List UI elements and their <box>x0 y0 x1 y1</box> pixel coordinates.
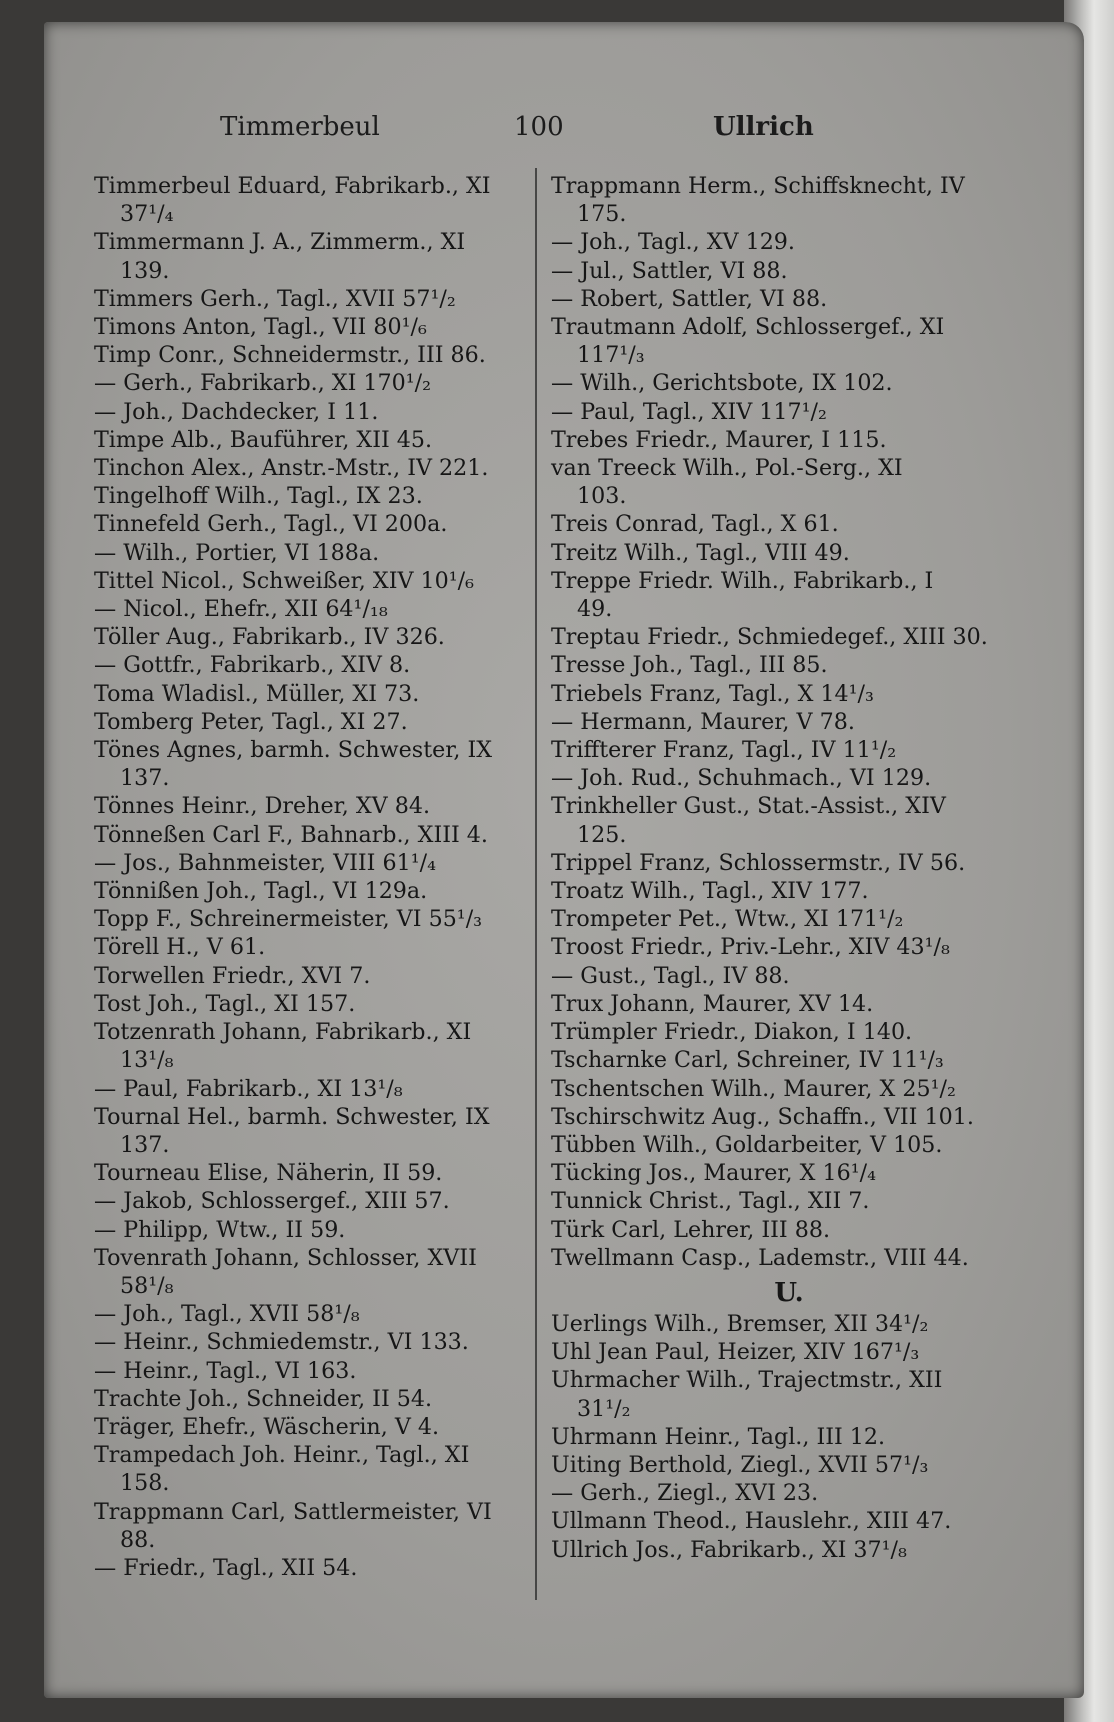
directory-entry <box>94 595 530 623</box>
directory-entry <box>94 905 530 933</box>
directory-entry <box>551 1507 987 1535</box>
entry-text: Trampedach Joh. Heinr., Tagl., XI <box>94 1442 470 1469</box>
entry-text: — Jos., Bahnmeister, VIII 61¹/₄ <box>94 849 436 876</box>
entry-text: Tunnick Christ., Tagl., XII 7. <box>551 1188 870 1215</box>
entry-text: Timpe Alb., Bauführer, XII 45. <box>94 426 433 453</box>
directory-entry <box>551 1131 987 1159</box>
directory-entry <box>551 567 987 623</box>
entry-text: Timp Conr., Schneidermstr., III 86. <box>94 342 486 369</box>
directory-entry <box>94 849 530 877</box>
entry-text: Tönnes Heinr., Dreher, XV 84. <box>94 793 431 820</box>
directory-entry <box>94 962 530 990</box>
directory-entry <box>94 877 530 905</box>
page-number: 100 <box>514 112 564 142</box>
directory-entry <box>94 1300 530 1328</box>
entry-text: — Gottfr., Fabrikarb., XIV 8. <box>94 652 411 679</box>
directory-entry <box>551 1366 987 1422</box>
entry-text: Träger, Ehefr., Wäscherin, V 4. <box>94 1413 440 1440</box>
entry-text: Ullmann Theod., Hauslehr., XIII 47. <box>551 1508 952 1535</box>
entry-text: Tücking Jos., Maurer, X 16¹/₄ <box>551 1160 876 1187</box>
entry-text: Törell H., V 61. <box>94 934 266 961</box>
entry-text: — Joh., Tagl., XV 129. <box>551 229 795 256</box>
directory-entry <box>551 1046 987 1074</box>
entry-continuation: 137. <box>120 1131 170 1158</box>
entry-text: Tournal Hel., barmh. Schwester, IX <box>94 1103 490 1130</box>
entry-text: — Nicol., Ehefr., XII 64¹/₁₈ <box>94 596 388 623</box>
entry-text: Tönes Agnes, barmh. Schwester, IX <box>94 737 493 764</box>
entry-text: Timmerbeul Eduard, Fabrikarb., XI <box>94 173 491 199</box>
entry-text: — Philipp, Wtw., II 59. <box>94 1216 346 1243</box>
column-divider <box>535 168 537 1600</box>
entry-text: Troost Friedr., Priv.-Lehr., XIV 43¹/₈ <box>551 934 950 961</box>
directory-entry <box>551 426 987 454</box>
directory-entry <box>94 285 530 313</box>
entry-text: Türk Carl, Lehrer, III 88. <box>551 1216 830 1243</box>
entry-text: Timmers Gerh., Tagl., XVII 57¹/₂ <box>94 285 456 312</box>
directory-entry <box>94 313 530 341</box>
entry-text: — Jul., Sattler, VI 88. <box>551 257 788 284</box>
entry-text: Tinchon Alex., Anstr.-Mstr., IV 221. <box>94 455 489 482</box>
entry-text: — Wilh., Gerichtsbote, IX 102. <box>551 370 893 397</box>
directory-entry <box>551 962 987 990</box>
entry-text: Tinnefeld Gerh., Tagl., VI 200a. <box>94 511 448 538</box>
entry-text: Trappmann Herm., Schiffsknecht, IV <box>551 173 965 199</box>
header-left-keyword: Timmerbeul <box>220 112 380 142</box>
directory-entry <box>551 1338 987 1366</box>
entry-text: — Joh. Rud., Schuhmach., VI 129. <box>551 765 932 792</box>
directory-entry <box>551 285 987 313</box>
entry-text: Troatz Wilh., Tagl., XIV 177. <box>551 878 869 905</box>
entry-continuation: 158. <box>120 1470 170 1497</box>
directory-entry <box>94 1159 530 1187</box>
entry-text: Timmermann J. A., Zimmerm., XI <box>94 229 466 256</box>
directory-entry <box>551 257 987 285</box>
directory-entry <box>551 708 987 736</box>
directory-entry <box>551 1451 987 1479</box>
directory-entry <box>94 482 530 510</box>
entry-text: Triffterer Franz, Tagl., IV 11¹/₂ <box>551 737 897 764</box>
entry-continuation: 137. <box>120 765 170 792</box>
entry-text: Trautmann Adolf, Schlossergef., XI <box>551 314 945 341</box>
directory-entry <box>551 1216 987 1244</box>
entry-text: Tittel Nicol., Schweißer, XIV 10¹/₆ <box>94 567 475 594</box>
directory-entry <box>551 905 987 933</box>
directory-entry <box>94 341 530 369</box>
directory-entry <box>551 1423 987 1451</box>
directory-entry <box>94 398 530 426</box>
directory-entry <box>551 1187 987 1215</box>
entry-continuation: 139. <box>120 257 170 284</box>
entry-text: — Gust., Tagl., IV 88. <box>551 962 790 989</box>
entry-continuation: 117¹/₃ <box>577 342 645 369</box>
entry-text: Tourneau Elise, Näherin, II 59. <box>94 1160 443 1187</box>
entry-text: Uhrmann Heinr., Tagl., III 12. <box>551 1423 886 1450</box>
directory-entry <box>94 1328 530 1356</box>
entry-text: Trebes Friedr., Maurer, I 115. <box>551 426 887 453</box>
directory-entry <box>94 1498 530 1554</box>
directory-entry <box>551 651 987 679</box>
directory-entry <box>94 1554 530 1582</box>
directory-entry <box>551 539 987 567</box>
entry-text: — Joh., Dachdecker, I 11. <box>94 398 379 425</box>
entry-text: Tscharnke Carl, Schreiner, IV 11¹/₃ <box>551 1047 944 1074</box>
directory-entry <box>94 1187 530 1215</box>
entry-text: Tschirschwitz Aug., Schaffn., VII 101. <box>551 1103 974 1130</box>
section-heading-u: U. <box>774 1277 804 1308</box>
directory-entry <box>551 736 987 764</box>
directory-entry <box>551 313 987 369</box>
directory-entry <box>551 877 987 905</box>
entry-continuation: 49. <box>577 596 613 623</box>
entry-text: Tübben Wilh., Goldarbeiter, V 105. <box>551 1131 943 1158</box>
directory-entry <box>94 1103 530 1159</box>
entry-text: — Gerh., Ziegl., XVI 23. <box>551 1480 819 1507</box>
directory-entry <box>551 933 987 961</box>
directory-entry <box>94 1357 530 1385</box>
entry-text: Tost Joh., Tagl., XI 157. <box>94 990 356 1017</box>
directory-entry <box>94 1244 530 1300</box>
entry-text: Totzenrath Johann, Fabrikarb., XI <box>94 1019 472 1046</box>
entry-text: Treitz Wilh., Tagl., VIII 49. <box>551 539 850 566</box>
entry-text: Trinkheller Gust., Stat.-Assist., XIV <box>551 793 946 820</box>
directory-entry <box>94 651 530 679</box>
directory-entry <box>94 1413 530 1441</box>
entry-text: Treis Conrad, Tagl., X 61. <box>551 511 839 538</box>
entry-text: Töller Aug., Fabrikarb., IV 326. <box>94 624 445 651</box>
entry-text: — Paul, Fabrikarb., XI 13¹/₈ <box>94 1075 403 1102</box>
directory-entry <box>551 1075 987 1103</box>
entry-text: Uhrmacher Wilh., Trajectmstr., XII <box>551 1367 943 1394</box>
directory-entry <box>94 539 530 567</box>
left-column <box>94 172 530 1582</box>
directory-entry <box>551 764 987 792</box>
entry-text: Tönneßen Carl F., Bahnarb., XIII 4. <box>94 821 488 848</box>
directory-entry <box>551 990 987 1018</box>
entry-text: Trux Johann, Maurer, XV 14. <box>551 990 874 1017</box>
directory-entry <box>94 1018 530 1074</box>
directory-entry <box>551 623 987 651</box>
directory-entry <box>94 172 530 228</box>
entry-text: Torwellen Friedr., XVI 7. <box>94 962 371 989</box>
entry-continuation: 88. <box>120 1526 156 1553</box>
directory-entry <box>551 228 987 256</box>
entry-text: Uerlings Wilh., Bremser, XII 34¹/₂ <box>551 1310 929 1337</box>
entry-text: van Treeck Wilh., Pol.-Serg., XI <box>551 455 903 482</box>
entry-text: — Joh., Tagl., XVII 58¹/₈ <box>94 1301 360 1328</box>
entry-text: — Friedr., Tagl., XII 54. <box>94 1554 358 1581</box>
entry-text: Trappmann Carl, Sattlermeister, VI <box>94 1498 492 1525</box>
entry-text: — Gerh., Fabrikarb., XI 170¹/₂ <box>94 370 432 397</box>
directory-entry <box>94 369 530 397</box>
directory-entry <box>94 792 530 820</box>
page-header <box>150 108 910 152</box>
entry-text: — Hermann, Maurer, V 78. <box>551 708 855 735</box>
entry-text: Twellmann Casp., Lademstr., VIII 44. <box>551 1244 969 1271</box>
directory-entry <box>94 567 530 595</box>
directory-entry <box>94 623 530 651</box>
entry-text: Uhl Jean Paul, Heizer, XIV 167¹/₃ <box>551 1339 920 1366</box>
directory-entry <box>94 228 530 284</box>
entry-text: — Heinr., Tagl., VI 163. <box>94 1357 357 1384</box>
directory-entry <box>94 821 530 849</box>
entry-continuation: 58¹/₈ <box>120 1272 174 1299</box>
directory-entry <box>94 680 530 708</box>
directory-entry <box>94 1216 530 1244</box>
entry-continuation: 175. <box>577 201 627 228</box>
entry-continuation: 13¹/₈ <box>120 1047 174 1074</box>
entry-text: Ullrich Jos., Fabrikarb., XI 37¹/₈ <box>551 1536 907 1563</box>
directory-entry <box>551 1479 987 1507</box>
entry-text: Trachte Joh., Schneider, II 54. <box>94 1385 433 1412</box>
entry-text: — Wilh., Portier, VI 188a. <box>94 539 380 566</box>
directory-entry <box>94 1075 530 1103</box>
entry-continuation: 125. <box>577 821 627 848</box>
entry-text: Treppe Friedr. Wilh., Fabrikarb., I <box>551 567 934 594</box>
entry-text: Topp F., Schreinermeister, VI 55¹/₃ <box>94 906 483 933</box>
directory-entry <box>551 454 987 510</box>
directory-entry <box>551 510 987 538</box>
entry-continuation: 103. <box>577 483 627 510</box>
directory-entry <box>551 1159 987 1187</box>
entry-continuation: 31¹/₂ <box>577 1395 631 1422</box>
entry-text: Timons Anton, Tagl., VII 80¹/₆ <box>94 314 427 341</box>
entry-text: — Jakob, Schlossergef., XIII 57. <box>94 1188 450 1215</box>
right-column <box>551 172 987 1564</box>
entry-text: — Paul, Tagl., XIV 117¹/₂ <box>551 398 827 425</box>
directory-entry <box>551 1244 987 1272</box>
directory-entry <box>94 1441 530 1497</box>
directory-entry <box>94 736 530 792</box>
entry-text: Uiting Berthold, Ziegl., XVII 57¹/₃ <box>551 1451 929 1478</box>
entry-continuation: 37¹/₄ <box>120 201 174 228</box>
directory-entry <box>551 1018 987 1046</box>
entry-text: Triebels Franz, Tagl., X 14¹/₃ <box>551 680 874 707</box>
entry-text: Trompeter Pet., Wtw., XI 171¹/₂ <box>551 906 904 933</box>
directory-entry <box>94 990 530 1018</box>
directory-entry <box>551 369 987 397</box>
directory-entry <box>551 849 987 877</box>
directory-entry <box>94 708 530 736</box>
entry-text: Trippel Franz, Schlossermstr., IV 56. <box>551 849 966 876</box>
entry-text: Tovenrath Johann, Schlosser, XVII <box>94 1244 477 1271</box>
directory-entry <box>94 454 530 482</box>
directory-entry <box>551 1103 987 1131</box>
entry-text: Tresse Joh., Tagl., III 85. <box>551 652 828 679</box>
entry-text: Tschentschen Wilh., Maurer, X 25¹/₂ <box>551 1075 956 1102</box>
entry-text: — Robert, Sattler, VI 88. <box>551 285 828 312</box>
directory-entry <box>551 792 987 848</box>
entry-text: Toma Wladisl., Müller, XI 73. <box>94 680 420 707</box>
directory-entry <box>94 1385 530 1413</box>
directory-entry <box>551 398 987 426</box>
header-right-keyword: Ullrich <box>713 112 814 142</box>
entry-text: Tomberg Peter, Tagl., XI 27. <box>94 708 408 735</box>
entry-text: Tingelhoff Wilh., Tagl., IX 23. <box>94 483 423 510</box>
entry-text: Trümpler Friedr., Diakon, I 140. <box>551 1019 913 1046</box>
directory-entry <box>551 680 987 708</box>
entry-text: Treptau Friedr., Schmiedegef., XIII 30. <box>551 624 988 651</box>
directory-entry <box>551 172 987 228</box>
entry-text: Tönnißen Joh., Tagl., VI 129a. <box>94 878 428 905</box>
directory-entry <box>94 933 530 961</box>
directory-entry <box>551 1310 987 1338</box>
directory-entry <box>94 510 530 538</box>
directory-entry <box>551 1536 987 1564</box>
directory-entry <box>94 426 530 454</box>
entry-text: — Heinr., Schmiedemstr., VI 133. <box>94 1329 469 1356</box>
